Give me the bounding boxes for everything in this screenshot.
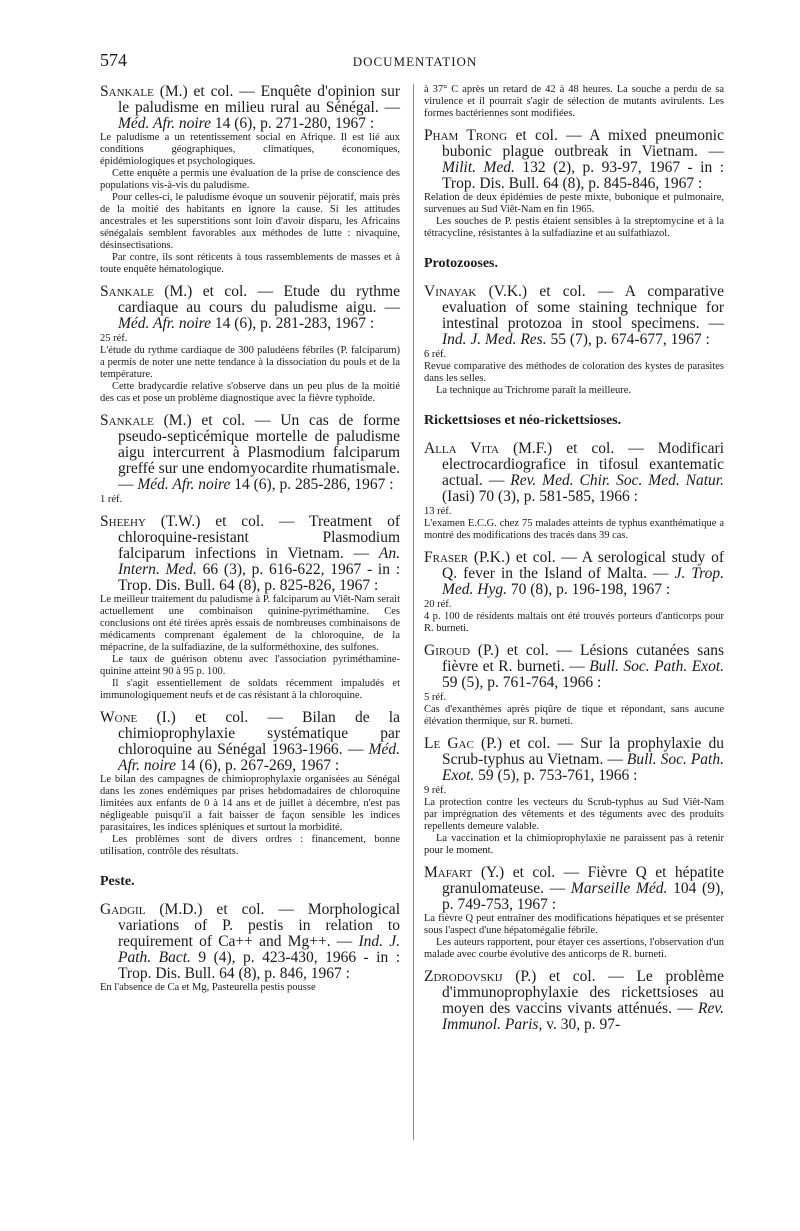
page-number: 574 bbox=[100, 50, 127, 70]
reference-count: 13 réf. bbox=[424, 506, 452, 517]
abstract-paragraph: L'examen E.C.G. chez 75 malades atteints de typhus exanthématique a montré des modifications des tracés dans 39 cas. bbox=[424, 518, 724, 541]
peste-entries bbox=[100, 902, 400, 994]
citation-title: et col. — Treatment of chloroquine-resistant Plasmodium falciparum infections in Vietnam. — bbox=[118, 513, 400, 562]
journal-name: Bull. Soc. Path. Exot. bbox=[442, 751, 724, 784]
bibliography-entry bbox=[424, 643, 724, 728]
reference-count: 1 réf. bbox=[100, 494, 123, 505]
author-name: Zdrodovskij (P.) bbox=[424, 968, 537, 985]
citation-title: et col. — Modificari electrocardiografice in tifosul exantematic actual. — bbox=[442, 440, 724, 489]
section-heading-rickettsioses: Rickettsioses et néo-rickettsioses. bbox=[424, 413, 622, 428]
right-column bbox=[424, 84, 724, 1041]
citation bbox=[424, 865, 724, 913]
journal-name: Méd. Afr. noire bbox=[118, 315, 211, 332]
journal-name: Rev. Med. Chir. Soc. Med. Natur. bbox=[510, 472, 724, 489]
abstract-paragraph: La technique au Trichrome paraît la meilleure. bbox=[436, 385, 632, 396]
author-name: Pham Trong bbox=[424, 127, 508, 144]
abstract-paragraph: Par contre, ils sont réticents à tous rassemblements de masses et à toute enquête hématologique. bbox=[100, 252, 400, 275]
protozooses-entries bbox=[424, 284, 724, 397]
page-header bbox=[100, 50, 730, 74]
reference-count: 25 réf. bbox=[100, 333, 128, 344]
bibliography-entry bbox=[424, 865, 724, 961]
abstract-paragraph: Pour celles-ci, le paludisme évoque un souvenir péjoratif, mais près de la moitié des habitants en ignore la cause. Si les attitudes ancestrales et les superstitions sont loin d'avoir disparu, les Africains sénégalais semblent favorables aux méthodes de lutte : nivaquine, désinsectisations. bbox=[100, 192, 400, 251]
right-entries bbox=[424, 128, 724, 240]
abstract-paragraph: Relation de deux épidémies de peste mixte, bubonique et pulmonaire, survenues au Sud Viêt-Nam en fin 1965. bbox=[424, 192, 724, 215]
citation-title: et col. — A comparative evaluation of some staining technique for intestinal protozoa in stool specimens. — bbox=[442, 283, 724, 332]
bibliography-entry bbox=[100, 413, 400, 506]
journal-name: Méd. Afr. noire bbox=[118, 741, 400, 774]
continuation-text: à 37° C après un retard de 42 à 48 heures. La souche a perdu de sa virulence et il pourrait s'agir de sélection de mutants avirulents. Les formes bactériennes sont modifiées. bbox=[424, 84, 724, 119]
citation-details: 55 (7), p. 674-677, 1967 : bbox=[546, 331, 710, 348]
bibliography-entry bbox=[424, 128, 724, 240]
abstract-paragraph: Cette enquête a permis une évaluation de la prise de conscience des populations vis-à-vis du paludisme. bbox=[100, 168, 400, 191]
citation-title: et col. — A serological study of Q. fever in the Island of Malta. — bbox=[442, 549, 724, 582]
abstract-paragraph: La protection contre les vecteurs du Scrub-typhus au Sud Viêt-Nam par imprégnation des vêtements et des téguments avec des produits repellents demeure valable. bbox=[424, 797, 724, 832]
reference-count: 9 réf. bbox=[424, 785, 447, 796]
author-name: Vinayak (V.K.) bbox=[424, 283, 528, 300]
bibliography-entry bbox=[100, 284, 400, 405]
abstract-paragraph: Le taux de guérison obtenu avec l'association pyriméthamine-quinine atteint 90 à 95 p. 100. bbox=[100, 654, 400, 677]
citation-title: et col. — Le problème d'immunoprophylaxie des rickettsioses au moyen des vaccins vivants atténués. — bbox=[442, 968, 724, 1017]
citation-details: v. 30, p. 97- bbox=[542, 1016, 621, 1033]
citation-details: 104 (9), p. 749-753, 1967 : bbox=[442, 880, 724, 913]
citation-title: et col. — Sur la prophylaxie du Scrub-typhus au Vietnam. — bbox=[442, 735, 724, 768]
abstract-paragraph: Revue comparative des méthodes de coloration des kystes de parasites dans les selles. bbox=[424, 361, 724, 384]
citation-title: et col. — Un cas de forme pseudo-septicémique mortelle de paludisme aigu intercurrent à Plasmodium falciparum greffé sur une endomyocardite rhumatismale. — bbox=[118, 412, 400, 493]
citation-title: et col. — Bilan de la chimioprophylaxie systématique par chloroquine au Sénégal 1963-1966. — bbox=[118, 709, 400, 758]
abstract-paragraph: Cas d'exanthèmes après piqûre de tique et répondant, sans aucune élévation thermique, sur R. burneti. bbox=[424, 704, 724, 727]
journal-name: An. Intern. Med. bbox=[118, 545, 400, 578]
citation bbox=[100, 902, 400, 982]
author-name: Wone (I.) bbox=[100, 709, 176, 726]
citation bbox=[424, 643, 724, 691]
citation-details: 70 (8), p. 196-198, 1967 : bbox=[507, 581, 671, 598]
citation-details: (Iasi) 70 (3), p. 581-585, 1966 : bbox=[442, 488, 638, 505]
bibliography-entry bbox=[424, 284, 724, 397]
abstract-paragraph: Les auteurs rapportent, pour étayer ces assertions, l'observation d'un malade avec courbe évolutive des anticorps de R. burneti. bbox=[424, 937, 724, 960]
abstract-paragraph: En l'absence de Ca et Mg, Pasteurella pestis pousse bbox=[100, 982, 316, 993]
citation-details: 14 (6), p. 267-269, 1967 : bbox=[175, 757, 340, 774]
running-title: DOCUMENTATION bbox=[352, 54, 478, 69]
author-name: Alla Vita (M.F.) bbox=[424, 440, 553, 457]
bibliography-entry bbox=[424, 441, 724, 542]
abstract-paragraph: Le bilan des campagnes de chimioprophylaxie organisées au Sénégal dans les zones endémiques par prises hebdomadaires de chloroquine limitées aux enfants de 0 à 14 ans et de juillet à décembre, n'est pas négligeable puisqu'il a fait baisser de façon sensible les indices parasitaires, les indices spléniques et surtout la morbidité. bbox=[100, 774, 400, 833]
journal-name: Marseille Méd. bbox=[570, 880, 668, 897]
author-name: Gadgil (M.D.) bbox=[100, 901, 203, 918]
bibliography-entry bbox=[100, 84, 400, 276]
reference-count: 5 réf. bbox=[424, 692, 447, 703]
reference-count: 6 réf. bbox=[424, 349, 447, 360]
journal-name: Ind. J. Med. Res. bbox=[442, 331, 547, 348]
citation bbox=[100, 710, 400, 774]
abstract-paragraph: Les problèmes sont de divers ordres : financement, bonne utilisation, contrôle des résultats. bbox=[100, 834, 400, 857]
citation-title: et col. — Morphological variations of P. pestis in relation to requirement of Ca++ and Mg++. — bbox=[118, 901, 400, 950]
abstract-paragraph: Cette bradycardie relative s'observe dans un peu plus de la moitié des cas et pose un problème diagnostique avec la fièvre typhoïde. bbox=[100, 381, 400, 404]
author-name: Mafart (Y.) bbox=[424, 864, 505, 881]
citation-details: 66 (3), p. 616-622, 1967 - in : Trop. Dis. Bull. 64 (8), p. 825-826, 1967 : bbox=[118, 561, 401, 594]
author-name: Giroud (P.) bbox=[424, 642, 499, 659]
citation bbox=[424, 550, 724, 598]
left-column bbox=[100, 84, 400, 1002]
citation-title: et col. — Lésions cutanées sans fièvre et R. burneti. — bbox=[442, 642, 724, 675]
abstract-paragraph: La vaccination et la chimioprophylaxie ne paraissent pas à retenir pour le moment. bbox=[424, 833, 724, 856]
citation bbox=[100, 84, 400, 132]
citation-title: et col. — Etude du rythme cardiaque au cours du paludisme aigu. — bbox=[118, 283, 400, 316]
citation-details: 59 (5), p. 761-764, 1966 : bbox=[442, 674, 602, 691]
journal-name: J. Trop. Med. Hyg. bbox=[442, 565, 724, 598]
author-name: Sankale (M.) bbox=[100, 283, 193, 300]
abstract-paragraph: Il s'agit essentiellement de soldats récemment impaludés et immunologiquement neufs et de cas résistant à la chloroquine. bbox=[100, 678, 400, 701]
abstract-paragraph: La fièvre Q peut entraîner des modifications hépatiques et se présenter sous l'aspect d'une hépatomégalie fébrile. bbox=[424, 913, 724, 936]
journal-name: Rev. Immunol. Paris, bbox=[442, 1000, 724, 1033]
section-heading-protozooses: Protozooses. bbox=[424, 256, 498, 271]
citation-details: 14 (6), p. 285-286, 1967 : bbox=[230, 476, 394, 493]
left-entries bbox=[100, 84, 400, 858]
section-heading-peste: Peste. bbox=[100, 874, 135, 889]
citation bbox=[100, 413, 400, 493]
abstract-paragraph: Le paludisme a un retentissement social en Afrique. Il est lié aux conditions géographiques, climatiques, économiques, épidémiologiques et psychologiques. bbox=[100, 132, 400, 167]
citation-title: et col. — A mixed pneumonic bubonic plague outbreak in Vietnam. — bbox=[442, 127, 724, 160]
bibliography-entry bbox=[100, 902, 400, 994]
citation-details: 59 (5), p. 753-761, 1966 : bbox=[474, 767, 638, 784]
reference-count: 20 réf. bbox=[424, 599, 452, 610]
abstract-paragraph: L'étude du rythme cardiaque de 300 paludéens fébriles (P. falciparum) a permis de noter une nette tendance à la dissociation du pouls et de la température. bbox=[100, 345, 400, 380]
citation-details: 132 (2), p. 93-97, 1967 - in : Trop. Dis. Bull. 64 (8), p. 845-846, 1967 : bbox=[442, 159, 724, 192]
journal-name: Ind. J. Path. Bact. bbox=[118, 933, 400, 966]
column-divider bbox=[413, 84, 414, 1140]
journal-name: Méd. Afr. noire bbox=[137, 476, 231, 493]
bibliography-entry bbox=[100, 514, 400, 702]
journal-name: Milit. Med. bbox=[442, 159, 515, 176]
citation bbox=[100, 284, 400, 332]
author-name: Sankale (M.) bbox=[100, 412, 192, 429]
author-name: Fraser (P.K.) bbox=[424, 549, 511, 566]
citation-details: 14 (6), p. 281-283, 1967 : bbox=[211, 315, 375, 332]
citation-details: 14 (6), p. 271-280, 1967 : bbox=[211, 115, 375, 132]
abstract-paragraph: Le meilleur traitement du paludisme à P. falciparum au Viêt-Nam serait actuellement une combinaison quinine-pyriméthamine. Ces conclusions ont été tirées après essais de nombreuses combinaisons de médicaments comprenant également de la chloroquine, de la mépacrine, de la sulfadiazine, de la sulforméthoxine, des sulfones. bbox=[100, 594, 400, 653]
author-name: Le Gac (P.) bbox=[424, 735, 503, 752]
bibliography-entry bbox=[424, 550, 724, 635]
citation-details: 9 (4), p. 423-430, 1966 - in : Trop. Dis. Bull. 64 (8), p. 846, 1967 : bbox=[118, 949, 400, 982]
journal-name: Méd. Afr. noire bbox=[118, 115, 211, 132]
bibliography-entry bbox=[100, 710, 400, 858]
citation bbox=[424, 128, 724, 192]
bibliography-entry bbox=[424, 969, 724, 1033]
citation-title: et col. — Fièvre Q et hépatite granulomateuse. — bbox=[442, 864, 724, 897]
citation-title: et col. — Enquête d'opinion sur le paludisme en milieu rural au Sénégal. — bbox=[118, 83, 400, 116]
citation bbox=[424, 969, 724, 1033]
citation bbox=[100, 514, 400, 594]
citation bbox=[424, 736, 724, 784]
bibliography-entry bbox=[424, 736, 724, 857]
author-name: Sankale (M.) bbox=[100, 83, 188, 100]
citation bbox=[424, 441, 724, 505]
abstract-paragraph: Les souches de P. pestis étaient sensibles à la streptomycine et à la tétracycline, résistantes à la sulfadiazine et au sulfathiazol. bbox=[424, 216, 724, 239]
rickettsioses-entries bbox=[424, 441, 724, 1033]
author-name: Sheehy (T.W.) bbox=[100, 513, 201, 530]
abstract-paragraph: 4 p. 100 de résidents maltais ont été trouvés porteurs d'anticorps pour R. burneti. bbox=[424, 611, 724, 634]
citation bbox=[424, 284, 724, 348]
journal-name: Bull. Soc. Path. Exot. bbox=[589, 658, 724, 675]
